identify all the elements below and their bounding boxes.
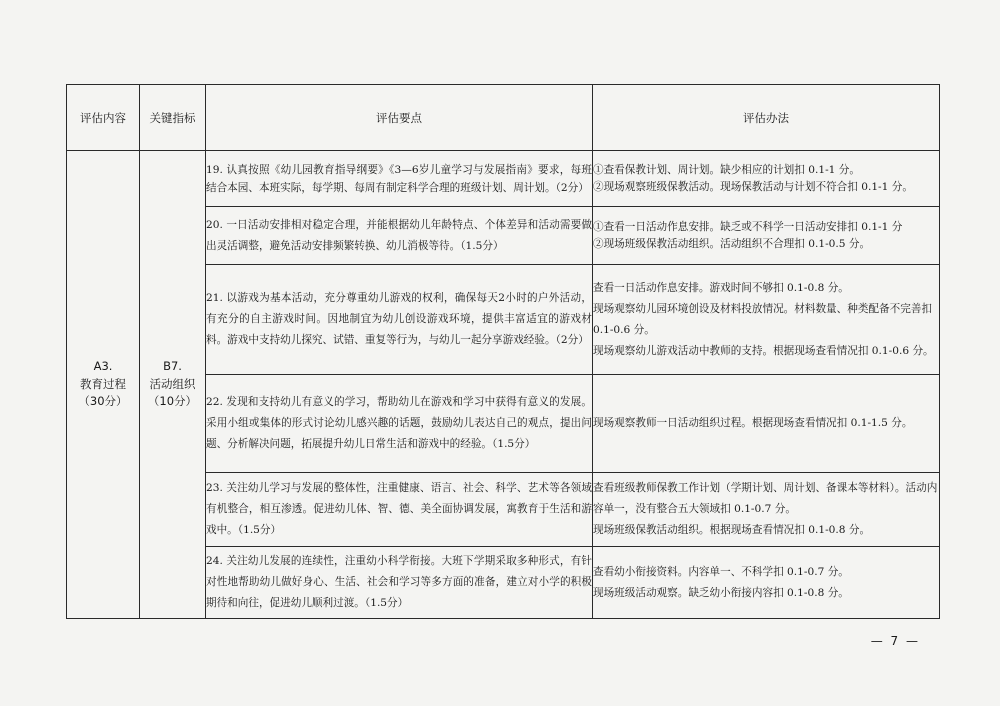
header-indicator: 关键指标: [140, 85, 206, 151]
method-24: [593, 547, 940, 619]
section-name: 教育过程: [80, 376, 126, 391]
method-line: ①查看一日活动作息安排。缺乏或不科学一日活动安排扣 0.1-1 分: [593, 220, 903, 233]
method-line: 现场班级保教活动组织。根据现场查看情况扣 0.1-0.8 分。: [593, 524, 871, 536]
method-line: ②现场班级保教活动组织。活动组织不合理扣 0.1-0.5 分。: [593, 237, 871, 250]
point-21: 21. 以游戏为基本活动，充分尊重幼儿游戏的权利，确保每天2小时的户外活动，有充分的自主游戏时间。因地制宜为幼儿创设游戏环境，提供丰富适宜的游戏材料。游戏中支持幼儿探究、试错、重复等行为，与幼儿一起分享游戏经验。（2分）: [206, 265, 593, 375]
method-21: [593, 265, 940, 375]
indicator-cell: [140, 151, 206, 619]
method-line: 现场观察教师一日活动组织过程。根据现场查看情况扣 0.1-1.5 分。: [593, 417, 913, 429]
indicator-name: 活动组织: [149, 376, 196, 391]
method-line: 现场观察幼儿园环境创设及材料投放情况。材料数量、种类配备不完善扣 0.1-0.6 分。: [593, 302, 932, 336]
section-cell: [67, 151, 140, 619]
method-23: [593, 473, 940, 547]
page-number: — 7 —: [870, 634, 920, 648]
header-methods: 评估办法: [593, 85, 940, 151]
indicator-code: B7.: [163, 358, 182, 373]
method-line: 查看一日活动作息安排。游戏时间不够扣 0.1-0.8 分。: [593, 281, 849, 294]
method-line: ①查看保教计划、周计划。缺少相应的计划扣 0.1-1 分。: [593, 163, 860, 176]
section-score: （30分）: [78, 394, 128, 409]
point-20: 20. 一日活动安排相对稳定合理，并能根据幼儿年龄特点、个体差异和活动需要做出灵活调整，避免活动安排频繁转换、幼儿消极等待。（1.5分）: [206, 207, 593, 265]
method-line: 查看班级教师保教工作计划（学期计划、周计划、备课本等材料）。活动内容单一，没有整合五大领域扣 0.1-0.7 分。: [593, 482, 938, 515]
method-line: ②现场观察班级保教活动。现场保教活动与计划不符合扣 0.1-1 分。: [593, 180, 913, 193]
point-19: 19. 认真按照《幼儿园教育指导纲要》《3—6岁儿童学习与发展指南》要求，每班结合本园、本班实际，每学期、每周有制定科学合理的班级计划、周计划。（2分）: [206, 151, 593, 207]
method-22: [593, 375, 940, 473]
point-24: 24. 关注幼儿发展的连续性，注重幼小科学衔接。大班下学期采取多种形式，有针对性地帮助幼儿做好身心、生活、社会和学习等多方面的准备，建立对小学的积极期待和向往，促进幼儿顺利过渡。（1.5分）: [206, 547, 593, 619]
table-row: [67, 151, 940, 207]
point-23: 23. 关注幼儿学习与发展的整体性，注重健康、语言、社会、科学、艺术等各领域有机整合，相互渗透。促进幼儿体、智、德、美全面协调发展，寓教育于生活和游戏中。（1.5分）: [206, 473, 593, 547]
method-19: [593, 151, 940, 207]
section-code: A3.: [93, 358, 113, 373]
evaluation-table: [66, 84, 940, 619]
indicator-score: （10分）: [147, 394, 198, 409]
method-20: [593, 207, 940, 265]
header-row: [67, 85, 940, 151]
point-22: 22. 发现和支持幼儿有意义的学习，帮助幼儿在游戏和学习中获得有意义的发展。采用小组或集体的形式讨论幼儿感兴趣的话题，鼓励幼儿表达自己的观点，提出问题、分析解决问题，拓展提升幼儿日常生活和游戏中的经验。（1.5分）: [206, 375, 593, 473]
header-points: 评估要点: [206, 85, 593, 151]
method-line: 现场观察幼儿游戏活动中教师的支持。根据现场查看情况扣 0.1-0.6 分。: [593, 344, 934, 357]
header-content: 评估内容: [67, 85, 140, 151]
method-line: 查看幼小衔接资料。内容单一、不科学扣 0.1-0.7 分。: [593, 565, 849, 578]
method-line: 现场班级活动观察。缺乏幼小衔接内容扣 0.1-0.8 分。: [593, 586, 849, 599]
